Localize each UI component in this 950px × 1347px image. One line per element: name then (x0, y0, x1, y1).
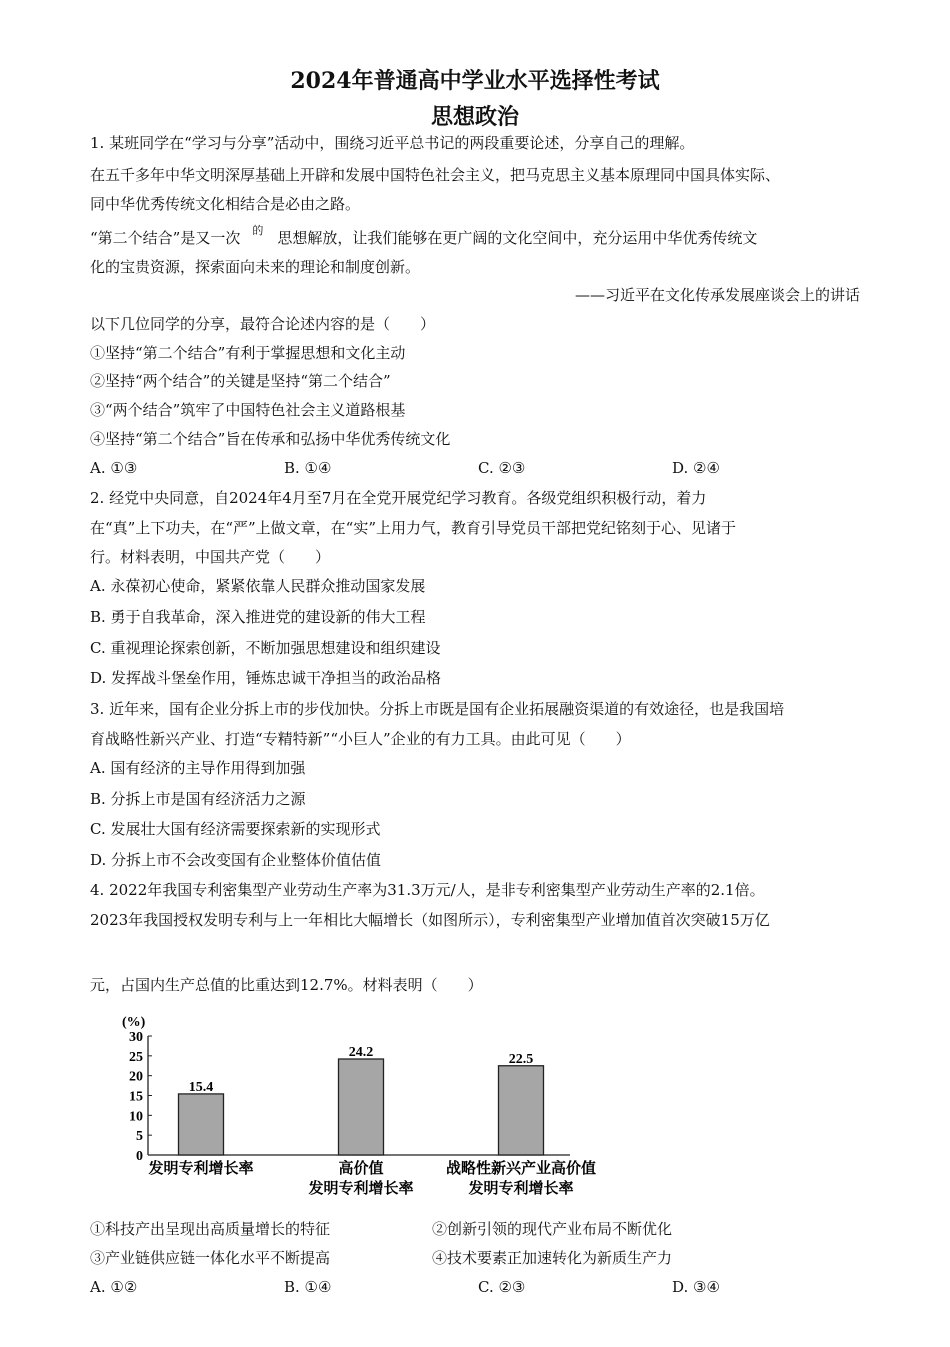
y-tick-label: 30 (129, 1030, 143, 1045)
q3-option-b[interactable]: B. 分拆上市是国有经济活力之源 (90, 790, 306, 808)
q2-option-c[interactable]: C. 重视理论探索创新，不断加强思想建设和组织建设 (90, 639, 441, 657)
y-tick-label: 15 (129, 1089, 143, 1105)
q4-stem-line3: 元，占国内生产总值的比重达到12.7%。材料表明（ ） (90, 976, 483, 994)
bar (179, 1094, 224, 1155)
q3-stem-line2: 育战略性新兴产业、打造“专精特新”“小巨人”企业的有力工具。由此可见（ ） (90, 730, 631, 748)
q3-stem-line1: 3. 近年来，国有企业分拆上市的步伐加快。分拆上市既是国有企业拓展融资渠道的有效途径，也是我国培 (90, 700, 785, 718)
q1-quote1-line1: 在五千多年中华文明深厚基础上开辟和发展中国特色社会主义，把马克思主义基本原理同中国具体实际、 (90, 166, 781, 184)
q2-option-d[interactable]: D. 发挥战斗堡垒作用，锤炼忠诚干净担当的政治品格 (90, 669, 442, 687)
q1-option-b[interactable]: B. ①④ (284, 459, 332, 477)
y-tick-label: 20 (129, 1069, 143, 1085)
q4-option-d[interactable]: D. ③④ (672, 1278, 720, 1296)
x-category-label: 发明专利增长率 (148, 1161, 254, 1177)
q4-item: ④技术要素正加速转化为新质生产力 (432, 1249, 673, 1267)
q1-quote2-mark: 的 (252, 224, 264, 237)
bar-value-label: 15.4 (188, 1079, 214, 1095)
q1-quote2-line2: 化的宝贵资源，探索面向未来的理论和制度创新。 (90, 258, 421, 276)
q1-option-a[interactable]: A. ①③ (90, 459, 138, 477)
q4-option-a[interactable]: A. ①② (90, 1278, 138, 1296)
q1-item: ①坚持“第二个结合”有利于掌握思想和文化主动 (90, 344, 406, 362)
q4-option-c[interactable]: C. ②③ (478, 1278, 526, 1296)
y-tick-label: 5 (136, 1129, 143, 1145)
q1-stem: 1. 某班同学在“学习与分享”活动中，围绕习近平总书记的两段重要论述，分享自己的理解。 (90, 134, 695, 152)
bar (339, 1059, 384, 1155)
q4-stem-line2: 2023年我国授权发明专利与上一年相比大幅增长（如图所示），专利密集型产业增加值首次突破15万亿 (90, 911, 770, 929)
y-tick-label: 0 (136, 1149, 143, 1164)
bar-value-label: 22.5 (508, 1051, 534, 1067)
q1-item: ②坚持“两个结合”的关键是坚持“第二个结合” (90, 372, 391, 390)
q2-option-b[interactable]: B. 勇于自我革命，深入推进党的建设新的伟大工程 (90, 608, 426, 626)
q1-option-c[interactable]: C. ②③ (478, 459, 526, 477)
q1-quote2-line1 (90, 224, 758, 250)
q4-item: ③产业链供应链一体化水平不断提高 (90, 1249, 331, 1267)
q2-option-a[interactable]: A. 永葆初心使命，紧紧依靠人民群众推动国家发展 (90, 577, 426, 595)
q2-stem-line2: 在“真”上下功夫，在“严”上做文章，在“实”上用力气，教育引导党员干部把党纪铭刻于心、见诸于 (90, 519, 737, 537)
bar-value-label: 24.2 (348, 1045, 374, 1061)
q1-quote2-pre: “第二个结合”是又一次 (90, 229, 241, 247)
y-axis-unit: (%) (122, 1015, 146, 1030)
bar (499, 1066, 544, 1155)
q4-option-b[interactable]: B. ①④ (284, 1278, 332, 1296)
q1-item: ③“两个结合”筑牢了中国特色社会主义道路根基 (90, 401, 406, 419)
q4-item: ①科技产出呈现出高质量增长的特征 (90, 1220, 331, 1238)
q4-item: ②创新引领的现代产业布局不断优化 (432, 1220, 673, 1238)
q3-option-d[interactable]: D. 分拆上市不会改变国有企业整体价值估值 (90, 851, 382, 869)
x-category-label: 战略性新兴产业高价值 (445, 1161, 597, 1177)
x-category-label: 发明专利增长率 (468, 1181, 574, 1197)
y-tick-label: 25 (129, 1049, 143, 1065)
q1-source: ——习近平在文化传承发展座谈会上的讲话 (574, 286, 860, 304)
exam-title: 2024年普通高中学业水平选择性考试 (290, 68, 660, 94)
q1-item: ④坚持“第二个结合”旨在传承和弘扬中华优秀传统文化 (90, 430, 451, 448)
exam-subject: 思想政治 (430, 104, 519, 130)
q2-stem-line3: 行。材料表明，中国共产党（ ） (90, 548, 331, 566)
q2-stem-line1: 2. 经党中央同意，自2024年4月至7月在全党开展党纪学习教育。各级党组织积极行动，着力 (90, 489, 707, 507)
x-category-label: 高价值 (338, 1161, 384, 1177)
x-category-label: 发明专利增长率 (308, 1181, 414, 1197)
y-tick-label: 10 (129, 1109, 143, 1125)
q4-stem-line1: 4. 2022年我国专利密集型产业劳动生产率为31.3万元/人，是非专利密集型产业劳动生产率的2.1倍。 (90, 881, 765, 899)
patent-growth-bar-chart (0, 1000, 950, 1210)
q1-question: 以下几位同学的分享，最符合论述内容的是（ ） (90, 315, 436, 333)
q3-option-a[interactable]: A. 国有经济的主导作用得到加强 (90, 759, 306, 777)
q1-option-d[interactable]: D. ②④ (672, 459, 720, 477)
q3-option-c[interactable]: C. 发展壮大国有经济需要探索新的实现形式 (90, 820, 381, 838)
q1-quote2-post: 思想解放，让我们能够在更广阔的文化空间中，充分运用中华优秀传统文 (277, 229, 758, 247)
q1-quote1-line2: 同中华优秀传统文化相结合是必由之路。 (90, 195, 361, 213)
